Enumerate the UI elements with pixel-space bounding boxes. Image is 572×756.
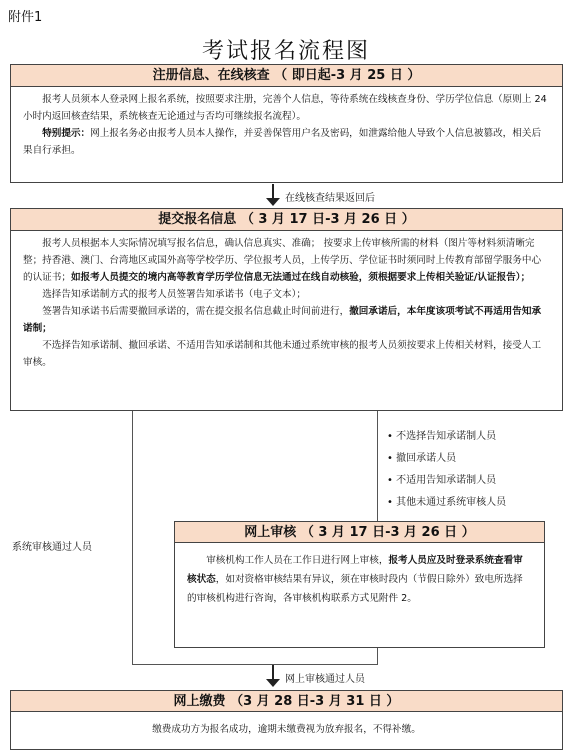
connector-right-line — [377, 411, 378, 521]
bullet-item: • 其他未通过系统审核人员 — [387, 492, 506, 514]
system-pass-label: 系统审核通过人员 — [12, 542, 92, 553]
review-stage-heading: 网上审核 （ 3 月 17 日-3 月 26 日 ） — [174, 521, 545, 543]
review-pa: 审核机构工作人员在工作日进行网上审核， — [206, 555, 389, 566]
submit-p1a: 报考人员根据本人实际情况填写报名信息，确认信息真实、准确； 按要求上传审核所需的材料（图片等材料须清晰完整；持香港、澳门、台湾地区或国外高等学校学历、学位报考人员，上传学历、学位证书时须同时上传教育部留学服务中心的认证书； — [23, 238, 542, 283]
submit-materials-text — [23, 235, 550, 286]
bullet-item: • 不选择告知承诺制人员 — [387, 426, 506, 448]
payment-stage-heading: 网上缴费 （3 月 28 日-3 月 31 日 ） — [10, 690, 563, 712]
submit-p1b: 如报考人员提交的境内高等教育学历学位信息无法通过在线自动核验，须根据要求上传相关验证/认证报告）； — [70, 272, 531, 283]
review-pc: ，如对资格审核结果有异议，须在审核时段内（节假日除外）致电所选择的审核机构进行咨询，各审核机构联系方式见附件 2。 — [187, 574, 523, 604]
tip-label: 特别提示： — [42, 128, 91, 139]
arrow2-label: 网上审核通过人员 — [285, 674, 365, 685]
submit-stage-body — [10, 231, 563, 411]
bullet-item: • 撤回承诺人员 — [387, 448, 506, 470]
payment-text: 缴费成功方为报名成功，逾期未缴费视为放弃报名，不得补缴。 — [152, 724, 421, 735]
submit-p3a: 签署告知承诺书后需要撤回承诺的，需在提交报名信息截止时间前进行， — [42, 306, 350, 317]
review-stage-body — [174, 543, 545, 648]
register-instructions: 报考人员须本人登录网上报名系统，按照要求注册，完善个人信息，等待系统在线核查身份、学历学位信息（原则上 24 小时内返回核查结果，系统核查无论通过与否均可继续报名流程）。 — [23, 94, 547, 122]
bullet-item: • 不适用告知承诺制人员 — [387, 470, 506, 492]
attachment-label: 附件1 — [8, 10, 43, 25]
submit-p3b: 撤回承诺后，本年度该项考试不再适用告知承诺制； — [23, 306, 542, 334]
arrow1-label: 在线核查结果返回后 — [285, 193, 375, 204]
arrow-down-1-head-icon — [266, 198, 280, 206]
submit-commitment-sign: 选择告知承诺制方式的报考人员签署告知承诺书（电子文本）； — [42, 289, 307, 300]
register-special-tip — [23, 125, 550, 159]
submit-manual-review: 不选择告知承诺制、撤回承诺、不适用告知承诺制和其他未通过系统审核的报考人员须按要求上传相关材料，接受人工审核。 — [23, 340, 542, 368]
submit-stage-heading: 提交报名信息 （ 3 月 17 日-3 月 26 日 ） — [10, 208, 563, 231]
page-title: 考试报名流程图 — [201, 39, 370, 64]
register-stage-body — [10, 87, 563, 183]
tip-text: 网上报名务必由报考人员本人操作，并妥善保管用户名及密码，如泄露给他人导致个人信息被篡改，相关后果自行承担。 — [23, 128, 542, 156]
submit-commitment-withdraw — [23, 303, 550, 337]
review-pb: 报考人员应及时登录系统查看审核状态 — [187, 555, 523, 585]
payment-stage-body — [10, 712, 563, 750]
arrow-down-2-head-icon — [266, 679, 280, 687]
register-stage-heading: 注册信息、在线核查 （ 即日起-3 月 25 日 ） — [10, 64, 563, 87]
manual-review-groups — [387, 426, 506, 514]
review-text — [187, 551, 532, 608]
